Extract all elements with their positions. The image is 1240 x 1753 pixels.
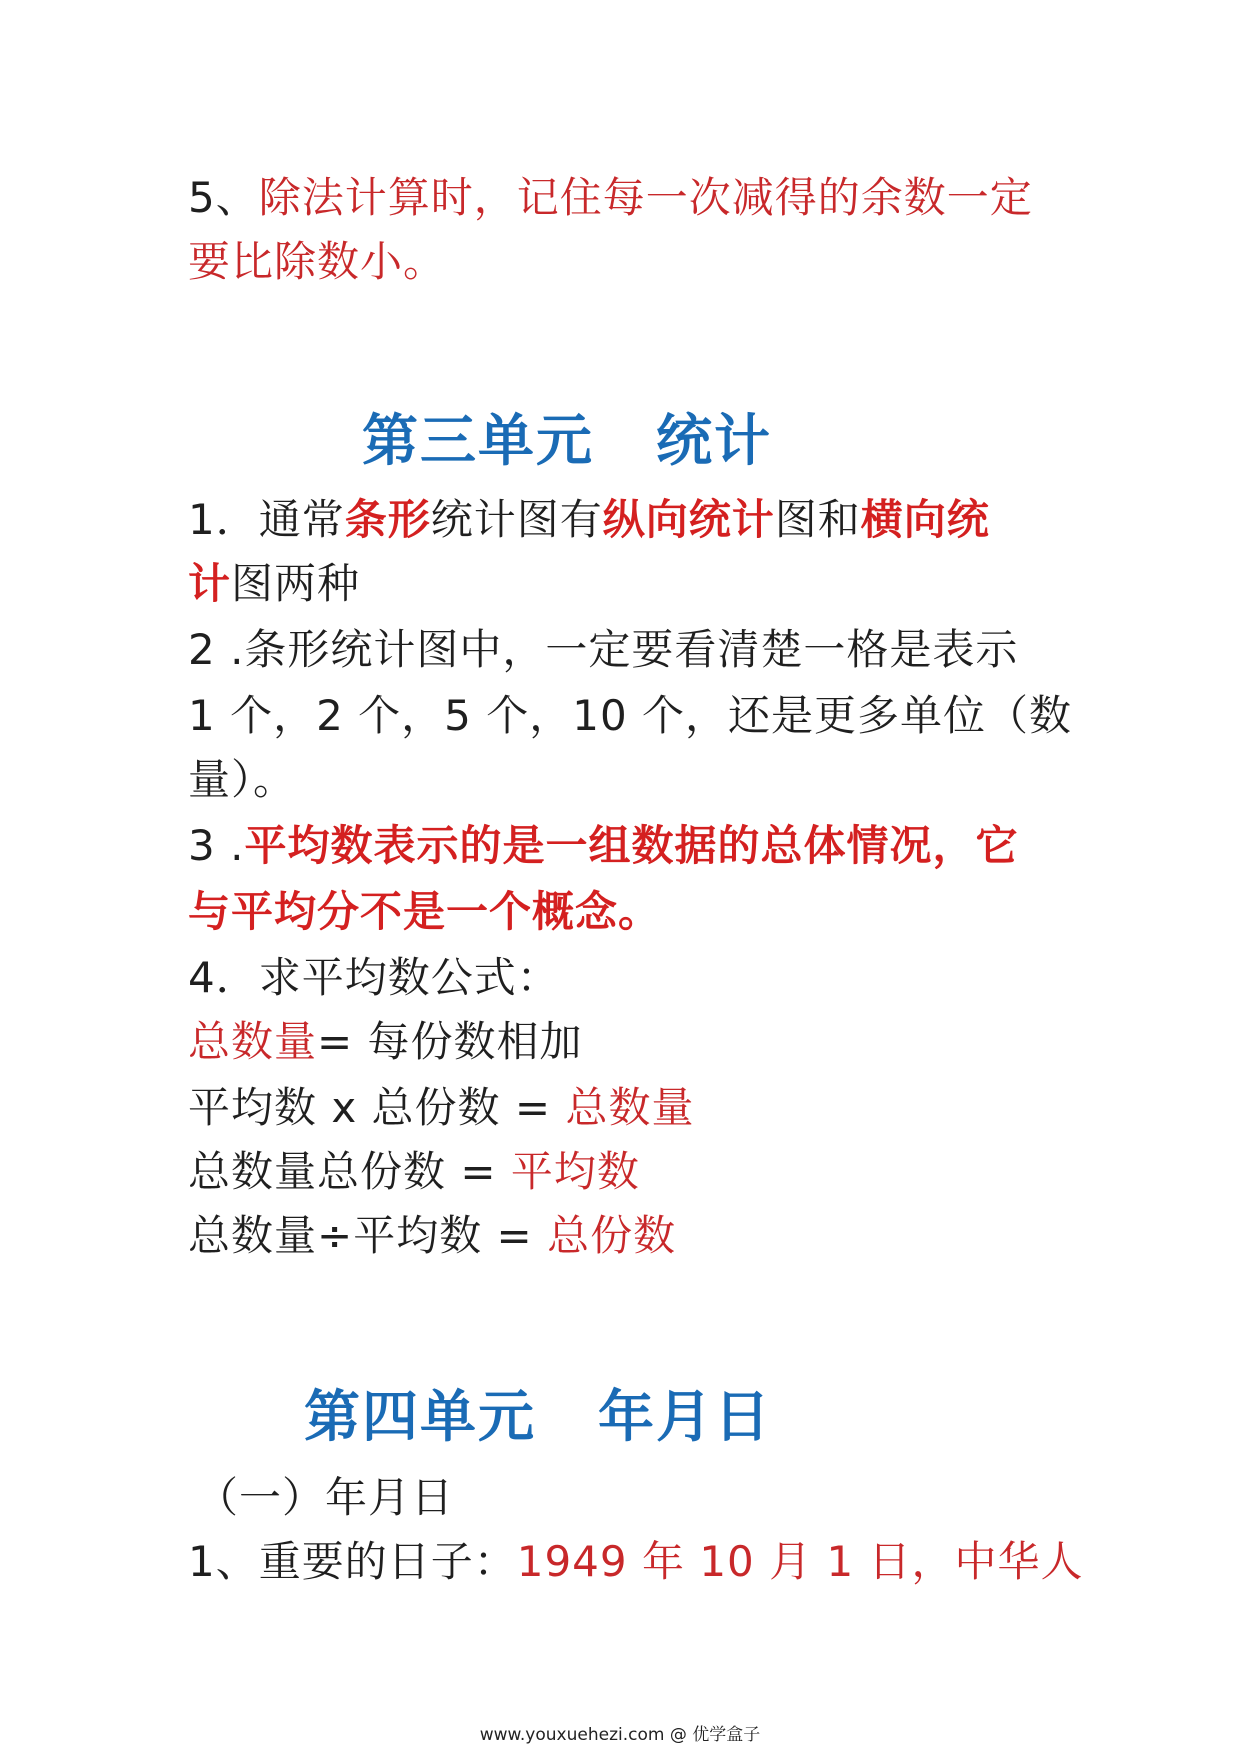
item-5-line-1 bbox=[188, 166, 1058, 230]
point-1-prefix: 1．通常 bbox=[188, 495, 345, 544]
point-3-prefix: 3 . bbox=[188, 821, 245, 870]
unit-3-point-4-heading: 4．求平均数公式： bbox=[188, 953, 560, 1002]
item-5-prefix: 5、 bbox=[188, 173, 259, 222]
unit-3-point-2-line-2: 1 个，2 个，5 个，10 个，还是更多单位（数 bbox=[188, 691, 1073, 740]
item-5-line-2: 要比除数小。 bbox=[188, 237, 447, 286]
formula-3 bbox=[188, 1140, 1058, 1204]
footer-watermark: www.youxuehezi.com @ 优学盒子 bbox=[479, 1725, 761, 1745]
item-5-text: 除法计算时，记住每一次减得的余数一定 bbox=[258, 173, 1033, 222]
unit-3-point-1-line-2 bbox=[188, 552, 1058, 616]
unit-4-title-number: 第四单元 bbox=[304, 1385, 536, 1450]
unit-3-point-1-line-1 bbox=[188, 488, 1058, 552]
formula-2-text: 平均数 x 总份数 = bbox=[188, 1083, 566, 1132]
unit-3-point-2-line-3: 量）。 bbox=[188, 755, 297, 804]
unit-3-point-3-line-1 bbox=[188, 814, 1058, 878]
keyword-horizontal-b: 计 bbox=[188, 559, 232, 608]
formula-3-red: 平均数 bbox=[510, 1147, 640, 1196]
formula-2 bbox=[188, 1076, 1058, 1140]
formula-1-red: 总数量 bbox=[188, 1017, 318, 1066]
formula-1 bbox=[188, 1010, 1058, 1074]
formula-4-red: 总份数 bbox=[547, 1211, 677, 1260]
unit-4-title bbox=[304, 1382, 772, 1454]
point-3-text-1: 平均数表示的是一组数据的总体情况，它 bbox=[244, 821, 1019, 870]
formula-3-text: 总数量总份数 = bbox=[188, 1147, 511, 1196]
unit-3-point-3-line-2: 与平均分不是一个概念。 bbox=[188, 887, 662, 936]
point-1-text-1: 统计图有 bbox=[430, 495, 603, 544]
unit-4-point-1-date: 1949 年 10 月 1 日，中华人 bbox=[516, 1537, 1084, 1586]
unit-4-point-1 bbox=[188, 1530, 1084, 1594]
formula-4 bbox=[188, 1204, 1058, 1268]
formula-4-text: 总数量÷平均数 = bbox=[188, 1211, 548, 1260]
unit-3-point-2-line-1: 2 .条形统计图中，一定要看清楚一格是表示 bbox=[188, 625, 1019, 674]
unit-4-point-1-text: 1、重要的日子： bbox=[188, 1537, 517, 1586]
formula-2-red: 总数量 bbox=[565, 1083, 695, 1132]
unit-3-title-topic: 统计 bbox=[656, 409, 772, 474]
point-1-text-3: 图两种 bbox=[231, 559, 361, 608]
unit-3-title bbox=[362, 406, 772, 478]
unit-4-subheading: （一）年月日 bbox=[196, 1473, 455, 1522]
keyword-vertical: 纵向统计 bbox=[602, 495, 775, 544]
formula-1-text: = 每份数相加 bbox=[317, 1017, 583, 1066]
keyword-horizontal-a: 横向统 bbox=[860, 495, 990, 544]
point-1-text-2: 图和 bbox=[774, 495, 861, 544]
keyword-bar: 条形 bbox=[344, 495, 431, 544]
unit-3-title-number: 第三单元 bbox=[362, 409, 594, 474]
unit-4-title-topic: 年月日 bbox=[598, 1385, 772, 1450]
